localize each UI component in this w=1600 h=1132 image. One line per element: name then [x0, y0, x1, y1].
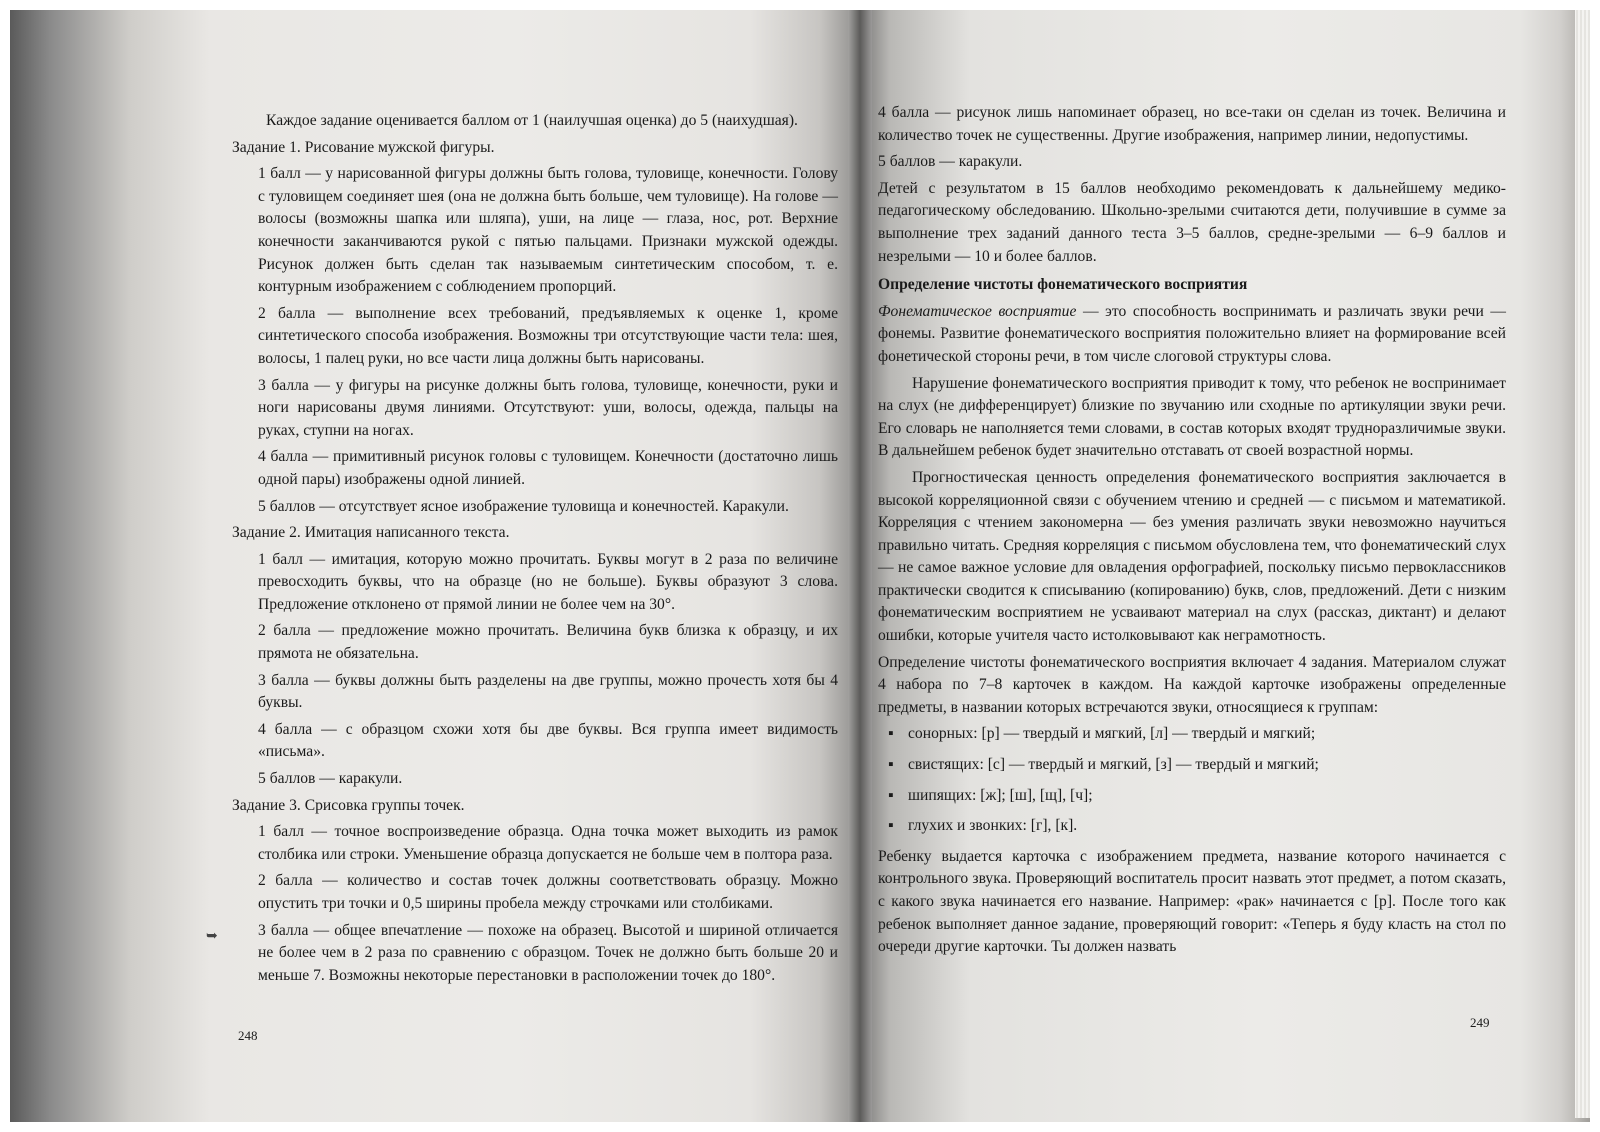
paragraph: 1 балл — у нарисованной фигуры должны быть голова, туловище, конечности. Голову с туловищем соединяет шея (она не должна быть больше, чем туловище). На голове — волосы (возможны шапка или шляпа), уши, на лице — глаза, нос, рот. Верхние конечности заканчиваются рукой с пятью пальцами. Признаки мужской одежды. Рисунок должен быть сделан так называемым синтетическим способом, т. е. контурным изображением с соблюдением пропорций.: [258, 165, 838, 296]
right-page: [860, 10, 1590, 1122]
paragraph: 3 балла — у фигуры на рисунке должны быть голова, туловище, конечности, руки и ноги нарисованы двумя линиями. Отсутствуют: уши, волосы, одежда, пальцы на руках, ступни на ногах.: [258, 376, 838, 439]
page-number-left: 248: [238, 1028, 258, 1043]
paragraph: Задание 2. Имитация написанного текста.: [232, 524, 510, 542]
paragraph: 3 балла — буквы должны быть разделены на две группы, можно прочесть хотя бы 4 буквы.: [258, 671, 838, 712]
definition-paragraph: [878, 301, 1506, 369]
paragraph: 5 баллов — отсутствует ясное изображение туловища и конечностей. Каракули.: [258, 497, 789, 515]
paragraph: 5 баллов — каракули.: [878, 153, 1023, 171]
paragraph: 3 балла — общее впечатление — похоже на образец. Высотой и шириной отличается не более чем в 2 раза по сравнению с образцом. Точек не должно быть больше 20 и меньше 7. Возможны некоторые перестановки в расположении точек до 180°.: [258, 921, 838, 984]
definition-text: — это способность воспринимать и различать звуки речи — фонемы. Развитие фонематического восприятия положительно влияет на формирование всей фонетической стороны речи, в том числе слоговой структуры слова.: [878, 302, 1506, 365]
list-item: ▪ шипящих: [ж]; [ш], [щ], [ч];: [878, 785, 1506, 808]
paragraph: Каждое задание оценивается баллом от 1 (наилучшая оценка) до 5 (наихудшая).: [266, 112, 798, 129]
paragraph: 2 балла — количество и состав точек должны соответствовать образцу. Можно опустить три точки и 0,5 ширины пробела между строчками или столбиками.: [258, 872, 838, 912]
paragraph: 1 балл — имитация, которую можно прочитать. Буквы могут в 2 раза по величине превосходить буквы, что на образце (но не больше). Буквы образуют 3 слова. Предложение отклонено от прямой линии не более чем на 30°.: [258, 550, 838, 613]
page-number-right: 249: [1470, 1015, 1490, 1030]
paragraph: Нарушение фонематического восприятия приводит к тому, что ребенок не воспринимает на слух (не дифференцирует) близкие по звучанию или сходные по артикуляции звуки речи. Его словарь не наполняется теми словами, в состав которых входят трудноразличимые звуки. В дальнейшем ребенок будет значительно отставать от своей возрастной нормы.: [878, 374, 1506, 460]
list-item: ▪ свистящих: [с] — твердый и мягкий, [з] — твердый и мягкий;: [878, 754, 1506, 777]
book-gutter: [848, 10, 872, 1122]
paragraph: Определение чистоты фонематического восприятия включает 4 задания. Материалом служат 4 набора по 7–8 карточек в каждом. На каждой карточке изображены определенные предметы, в названии которых встречаются звуки, относящиеся к группам:: [878, 653, 1506, 716]
definition-term: Фонематическое восприятие: [878, 302, 1077, 320]
paragraph: Ребенку выдается карточка с изображением предмета, название которого начинается с контрольного звука. Проверяющий воспитатель просит назвать этот предмет, а потом сказать, с какого звука начинается его название. Например: «рак» начинается с [р]. После того как ребенок выполняет данное задание, проверяющий говорит: «Теперь я буду класть на стол по очереди другие карточки. Ты должен назвать: [878, 847, 1506, 956]
paragraph: 4 балла — рисунок лишь напоминает образец, но все-таки он сделан из точек. Величина и количество точек не существенны. Другие изображения, например линии, недопустимы.: [878, 104, 1506, 144]
left-page-text: [232, 110, 838, 991]
paragraph: 4 балла — примитивный рисунок головы с туловищем. Конечности (достаточно лишь одной пары) изображены одной линией.: [258, 448, 838, 488]
left-page: [10, 10, 860, 1122]
paragraph: Задание 3. Срисовка группы точек.: [232, 796, 465, 814]
paragraph: Задание 1. Рисование мужской фигуры.: [232, 138, 495, 156]
page-edge-stack: [1575, 10, 1590, 1118]
pencil-mark: ➥: [206, 929, 218, 944]
list-item: ▪ глухих и звонких: [г], [к].: [878, 815, 1506, 838]
paragraph: 1 балл — точное воспроизведение образца. Одна точка может выходить из рамок столбика или строки. Уменьшение образца допускается не больше чем в полтора раза.: [258, 823, 838, 863]
paragraph: 2 балла — предложение можно прочитать. Величина букв близка к образцу, и их прямота не обязательна.: [258, 622, 838, 663]
paragraph: Прогностическая ценность определения фонематического восприятия заключается в высокой корреляционной связи с обучением чтению и средней — с письмом и математикой. Корреляция с чтением закономерна — без умения различать звуки невозможно научиться правильно читать. Средняя корреляция с письмом обусловлена тем, что фонематический слух — не самое важное условие для овладения орфографией, поскольку письмо первоклассников практически сводится к списыванию (копированию) букв, слов, предложений. Дети с низким фонематическим восприятием не усваивают материал на слух (рассказ, диктант) и делают ошибки, которые учителя часто истолковывают как неграмотность.: [878, 468, 1506, 645]
sound-groups-list: [878, 723, 1506, 837]
paragraph: 5 баллов — каракули.: [258, 770, 403, 788]
open-book-spread: [10, 10, 1590, 1122]
section-heading: Определение чистоты фонематического восприятия: [878, 276, 1248, 294]
paragraph: 4 балла — с образцом схожи хотя бы две буквы. Вся группа имеет видимость «письма».: [258, 720, 838, 761]
paragraph: Детей с результатом в 15 баллов необходимо рекомендовать к дальнейшему медико-педагогическому обследованию. Школьно-зрелыми считаются дети, получившие в сумме за выполнение трех заданий данного теста 3–5 баллов, средне-зрелыми — 6–9 баллов и незрелыми — 10 и более баллов.: [878, 179, 1506, 265]
paragraph: 2 балла — выполнение всех требований, предъявляемых к оценке 1, кроме синтетического способа изображения. Возможны три отсутствующие части тела: шея, волосы, 1 палец руки, но все части лица должны быть нарисованы.: [258, 304, 838, 367]
list-item: ▪ сонорных: [р] — твердый и мягкий, [л] — твердый и мягкий;: [878, 723, 1506, 746]
right-page-text: [878, 102, 1506, 963]
